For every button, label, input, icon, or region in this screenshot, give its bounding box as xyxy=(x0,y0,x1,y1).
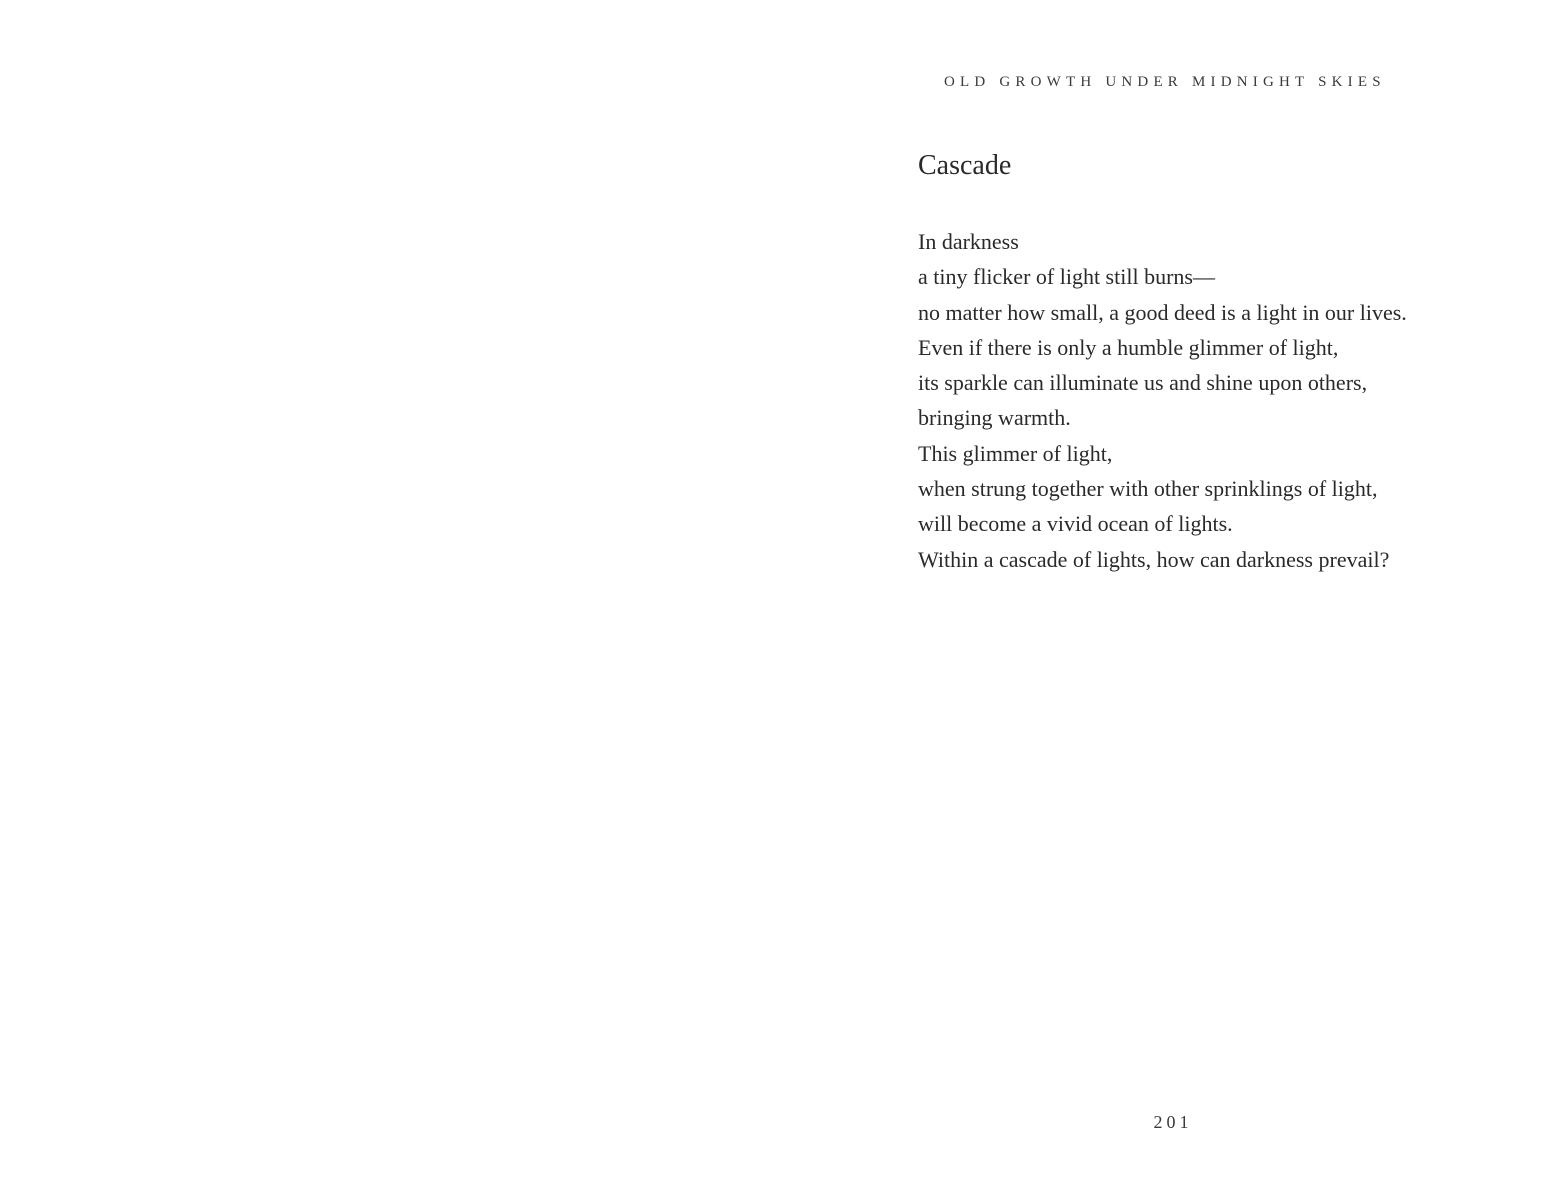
poem-title: Cascade xyxy=(918,150,1012,181)
poem-line: will become a vivid ocean of lights. xyxy=(918,511,1233,537)
poem-line: bringing warmth. xyxy=(918,405,1071,431)
running-head: OLD GROWTH UNDER MIDNIGHT SKIES xyxy=(944,74,1386,90)
poem-line: Even if there is only a humble glimmer of light, xyxy=(918,334,1339,360)
poem-line: when strung together with other sprinklings of light, xyxy=(918,476,1378,502)
poem-line: In darkness xyxy=(918,229,1019,254)
poem-body xyxy=(918,224,1538,577)
right-page xyxy=(776,0,1553,1200)
left-page-blank xyxy=(0,0,776,1200)
page-number: 201 xyxy=(1153,1112,1193,1132)
poem-line: Within a cascade of lights, how can darkness prevail? xyxy=(918,546,1390,572)
poem-line: its sparkle can illuminate us and shine upon others, xyxy=(918,370,1368,396)
poem-line: This glimmer of light, xyxy=(918,440,1113,466)
poem-line: a tiny flicker of light still burns— xyxy=(918,264,1215,290)
poem-line: no matter how small, a good deed is a light in our lives. xyxy=(918,299,1407,325)
